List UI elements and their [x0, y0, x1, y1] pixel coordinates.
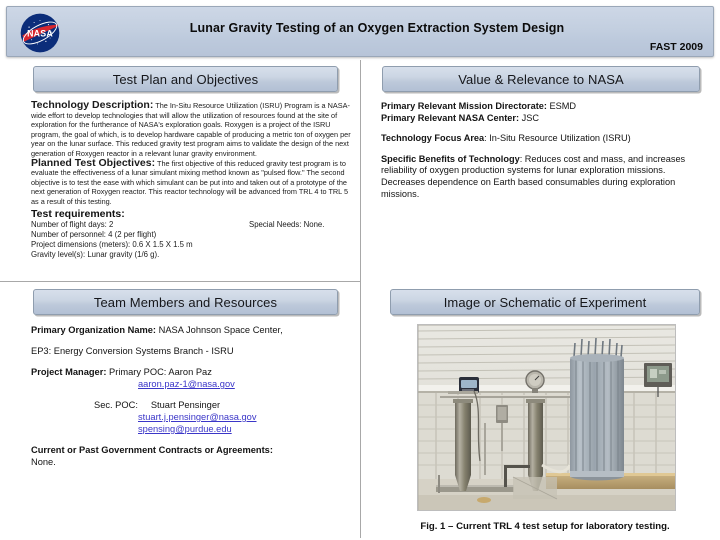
organization-branch-line: EP3: Energy Conversion Systems Branch - ISRU: [31, 346, 234, 356]
section-header-value-label: Value & Relevance to NASA: [458, 71, 624, 87]
secondary-poc-email1-row: [31, 411, 356, 423]
benefits-value: : Reduces cost and mass, and increases reliability of oxygen production systems for lunar exploration missions. Decreases dependence on Earth based consumables during exploration missions.: [381, 153, 686, 199]
secondary-poc-name: Stuart Pensinger: [150, 400, 221, 410]
project-manager-value: Primary POC: Aaron Paz: [109, 367, 212, 377]
technology-description-label: Technology Description:: [31, 99, 154, 111]
focus-area-value: : In-Situ Resource Utilization (ISRU): [484, 133, 631, 144]
primary-poc-email-row: [31, 378, 356, 390]
requirement-row: [31, 230, 351, 240]
section-header-image-label: Image or Schematic of Experiment: [443, 294, 647, 310]
organization-line: [31, 324, 356, 336]
spacer: [31, 435, 356, 444]
planned-objectives-paragraph: [31, 156, 351, 207]
contracts-label: [31, 444, 356, 456]
technology-description-body: The In-Situ Resource Utilization (ISRU) Program is a NASA-wide effort to develop technologies that will allow the utilization of resources found at the site of exploration for the furtherance of NASA's exploration goals. Roxygen is a project of the ISRU program, the goal of which, is to develop hardware capable of producing a metric ton of oxygen per year on the lunar surface. This reduced gravity test program aims to validate the design of the next generation of Roxygen reactor in a relevant lunar gravity environment.: [31, 101, 351, 158]
requirement-left: Number of flight days: 2: [31, 219, 114, 229]
figure-caption: Fig. 1 – Current TRL 4 test setup for laboratory testing.: [420, 521, 670, 532]
project-manager-label: Project Manager:: [31, 367, 107, 377]
spacer: [31, 357, 356, 366]
secondary-poc-line: [31, 399, 356, 411]
panel-value-relevance: [381, 101, 701, 200]
section-header-image: [390, 289, 700, 315]
poster-header: [6, 6, 714, 57]
planned-objectives-body: The first objective of this reduced gravity test program is to evaluate the effectiveness of a lunar simulant mixing method known as "pulsed flow." The second objective is to test the ease with which simulant can be put into and taken out of a prototype of the next generation of Roxygen reactor. This reactor technology will be advanced from TRL 4 to TRL 5 as a result of this testing.: [31, 158, 349, 206]
spacer: [31, 390, 356, 399]
page-title: Lunar Gravity Testing of an Oxygen Extraction System Design: [189, 21, 565, 35]
planned-objectives-label: Planned Test Objectives:: [31, 156, 156, 169]
benefits-paragraph: [381, 154, 701, 200]
spacer: [381, 145, 701, 154]
nasa-center-value: JSC: [521, 112, 539, 123]
nasa-center-label: Primary Relevant NASA Center:: [381, 112, 520, 123]
spacer: [381, 124, 701, 133]
experiment-photo: [417, 324, 676, 511]
panel-test-plan: [31, 101, 351, 260]
team-body: [31, 324, 356, 468]
requirement-row: [31, 240, 351, 250]
focus-area-label: Technology Focus Area: [381, 133, 485, 144]
contracts-label-text: Current or Past Government Contracts or Agreements:: [31, 445, 273, 455]
mission-directorate-line: [381, 101, 701, 113]
requirement-left: Project dimensions (meters): 0.6 X 1.5 X 1.5 m: [31, 239, 193, 249]
section-header-team: [33, 289, 338, 315]
vertical-divider: [360, 60, 361, 538]
requirement-left: Gravity level(s): Lunar gravity (1/6 g).: [31, 250, 160, 260]
contracts-value: None.: [31, 457, 56, 467]
primary-poc-email-link[interactable]: aaron.paz-1@nasa.gov: [138, 379, 235, 389]
mission-directorate-label: Primary Relevant Mission Directorate:: [381, 101, 547, 111]
svg-text:NASA: NASA: [27, 28, 53, 39]
benefits-label: Specific Benefits of Technology: [381, 153, 520, 164]
secondary-poc-email2-row: [31, 423, 356, 435]
section-header-test-plan-label: Test Plan and Objectives: [112, 71, 259, 87]
focus-area-line: [381, 133, 701, 145]
secondary-poc-label: Sec. POC:: [94, 400, 138, 410]
experiment-photo-graphic: [418, 325, 676, 511]
nasa-logo-icon: [19, 12, 61, 54]
requirement-right: Special Needs: None.: [249, 219, 325, 229]
horizontal-divider: [0, 281, 360, 282]
mission-directorate-value: ESMD: [549, 101, 577, 111]
technology-description-paragraph: [31, 101, 351, 159]
organization-label: Primary Organization Name:: [31, 325, 157, 335]
organization-value: NASA Johnson Space Center,: [158, 325, 283, 335]
section-header-test-plan: [33, 66, 338, 92]
requirement-row: [31, 250, 351, 260]
secondary-poc-purdue-email-link[interactable]: spensing@purdue.edu: [138, 424, 232, 434]
nasa-center-line: [381, 113, 701, 125]
value-body: [381, 101, 701, 200]
project-manager-line: [31, 366, 356, 378]
section-header-value: [382, 66, 700, 92]
test-requirements-label: Test requirements:: [31, 207, 125, 220]
secondary-poc-nasa-email-link[interactable]: stuart.j.pensinger@nasa.gov: [138, 412, 257, 422]
panel-team-members: [31, 324, 356, 468]
spacer: [31, 336, 356, 345]
conference-badge: FAST 2009: [649, 41, 703, 53]
requirement-row: [31, 220, 351, 230]
section-header-team-label: Team Members and Resources: [93, 294, 278, 310]
requirement-left: Number of personnel: 4 (2 per flight): [31, 229, 157, 239]
